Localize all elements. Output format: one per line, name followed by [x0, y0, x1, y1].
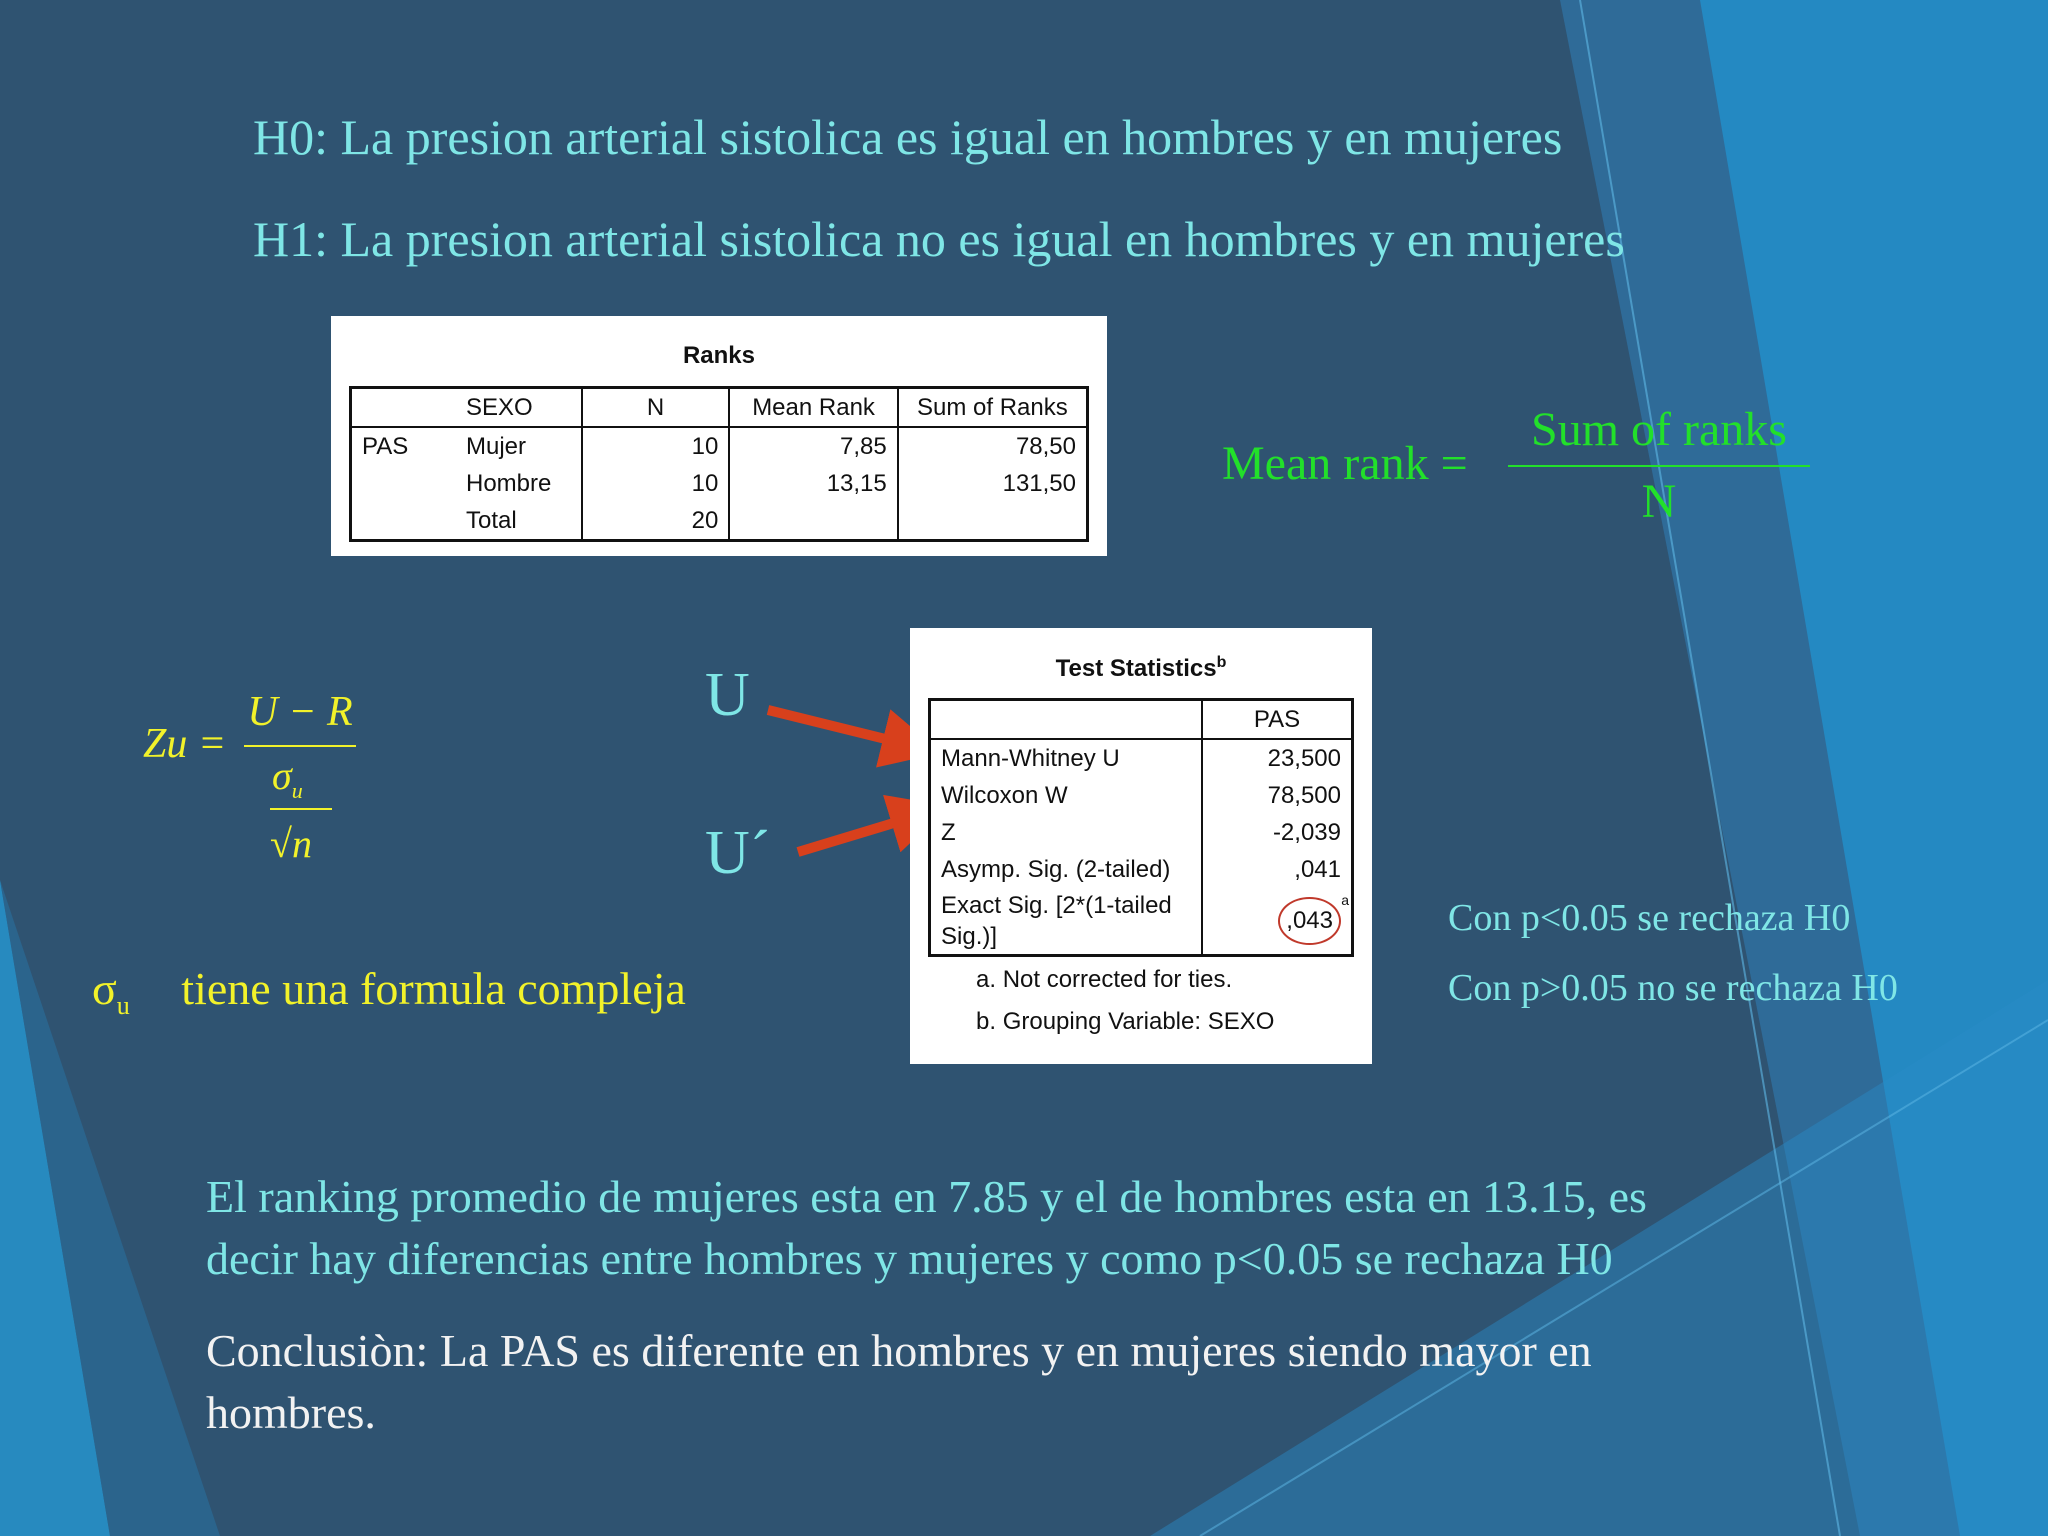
u-prime-label: U´ — [705, 819, 771, 887]
mean-rank-formula-numerator: Sum of ranks — [1531, 403, 1787, 456]
header-cell: Mean Rank — [729, 388, 897, 428]
u-arrow — [768, 710, 922, 748]
sexo-cell: Hombre — [456, 465, 582, 502]
sigma-note: $\sigma_u$ tiene una formula compleja — [92, 963, 686, 1021]
hypothesis-h0: H0: La presion arterial sistolica es igual en hombres y en mujeres — [253, 109, 1563, 165]
statistic-value: ,043 a — [1202, 888, 1353, 956]
decision-rule-not-reject: Con p>0.05 no se rechaza H0 — [1448, 967, 1898, 1009]
summary-line-2: decir hay diferencias entre hombres y mujeres y como p<0.05 se rechaza H0 — [206, 1233, 1613, 1284]
statistic-label: Exact Sig. [2*(1-tailed Sig.)] — [930, 888, 1203, 956]
zu-formula-lhs: Zu = — [143, 721, 227, 767]
u-label: U — [705, 661, 750, 729]
table-row — [930, 739, 1353, 777]
sexo-cell: Mujer — [456, 427, 582, 465]
statistic-value: 23,500 — [1267, 744, 1341, 772]
decision-rule-reject: Con p<0.05 se rechaza H0 — [1448, 897, 1851, 939]
statistic-label: Mann-Whitney U — [930, 739, 1203, 777]
ranks-table-title: Ranks — [682, 342, 756, 369]
zu-sigma: $\sigma_u$ — [272, 753, 303, 803]
statistic-value: -2,039 — [1272, 818, 1341, 846]
conclusion-line-2: hombres. — [206, 1387, 376, 1438]
table-row — [930, 888, 1353, 956]
table-row — [930, 700, 1353, 740]
summary-line-1: El ranking promedio de mujeres esta en 7.85 y el de hombres esta en 13.15, es — [206, 1171, 1647, 1222]
mean-rank-formula-denominator: N — [1641, 475, 1677, 528]
sum-ranks-cell: 131,50 — [1002, 469, 1076, 497]
n-cell: 10 — [582, 465, 730, 502]
mean-rank-cell: 7,85 — [729, 427, 897, 465]
n-cell: 10 — [582, 427, 730, 465]
statistic-label: Asymp. Sig. (2-tailed) — [930, 851, 1203, 888]
statistic-value: 78,500 — [1267, 781, 1341, 809]
table-row — [930, 851, 1353, 888]
sum-ranks-cell: 78,50 — [1015, 432, 1076, 460]
statistic-label: Z — [930, 814, 1203, 851]
table-row — [930, 777, 1353, 814]
exact-sig-circle: ,043 — [1278, 897, 1341, 945]
variable-cell: PAS — [362, 432, 409, 460]
zu-root: √n — [270, 821, 312, 866]
header-cell: SEXO — [456, 388, 582, 428]
statistic-label: Wilcoxon W — [930, 777, 1203, 814]
hypothesis-h1: H1: La presion arterial sistolica no es igual en hombres y en mujeres — [253, 211, 1625, 267]
zu-formula-numerator: U − R — [247, 689, 353, 735]
n-cell: 20 — [582, 502, 730, 541]
conclusion-line-1: Conclusiòn: La PAS es diferente en hombres y en mujeres siendo mayor en — [206, 1325, 1592, 1376]
table-row — [930, 814, 1353, 851]
header-cell: N — [582, 388, 730, 428]
footnote-b: b. Grouping Variable: SEXO — [976, 1008, 1275, 1035]
test-statistics-panel — [910, 628, 1372, 1064]
test-statistics-title: Test Statistics$^b$ — [1055, 654, 1227, 682]
test-statistics-table — [928, 698, 1354, 957]
header-cell: Sum of Ranks — [917, 393, 1068, 421]
header-cell — [930, 700, 1203, 740]
sexo-cell: Total — [456, 502, 582, 541]
statistic-value: ,041 — [1294, 855, 1341, 883]
mean-rank-formula-lhs: Mean rank = — [1222, 437, 1468, 490]
footnote-a: a. Not corrected for ties. — [976, 966, 1233, 993]
header-cell: PAS — [1253, 705, 1301, 733]
mean-rank-cell: 13,15 — [729, 465, 897, 502]
